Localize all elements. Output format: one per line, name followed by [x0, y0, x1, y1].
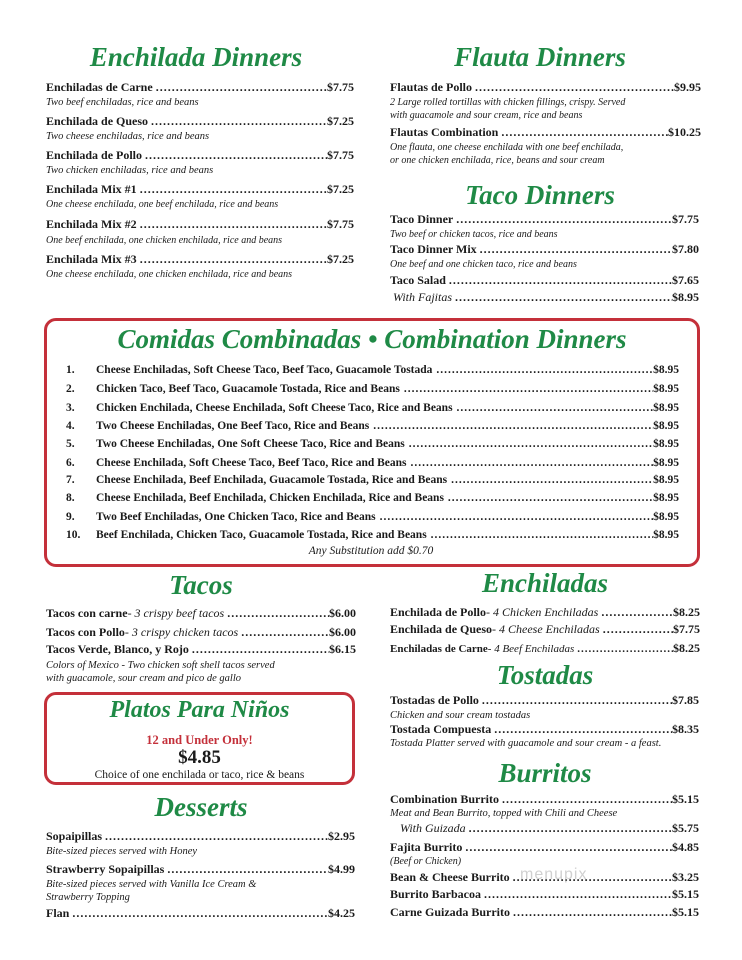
taco-dinners-item-2 [390, 242, 699, 257]
item-name: Enchiladas de Carne [46, 80, 153, 94]
combination-row-2 [66, 383, 679, 395]
item-name: Bean & Cheese Burrito [390, 870, 510, 884]
item-name: Sopaipillas [46, 829, 103, 843]
item-description: Two beef enchiladas, rice and beans [46, 97, 199, 108]
item-description: Two cheese enchiladas, rice and beans [46, 131, 210, 142]
item-subtitle: - 4 Cheese Enchiladas [492, 622, 600, 636]
item-description: Two beef or chicken tacos, rice and beans [390, 229, 558, 240]
enchilada-dinners-item-1 [46, 80, 354, 95]
enchilada-dinners-item-5 [46, 217, 354, 232]
enchilada-dinners-item-4 [46, 182, 354, 197]
enchiladas-item-1 [390, 605, 700, 620]
flauta-dinners-item-1 [390, 80, 701, 95]
item-price: $5.15 [672, 792, 699, 806]
item-price: $7.75 [327, 148, 354, 162]
watermark: menupix [520, 866, 588, 883]
item-description: Bite-sized pieces served with Honey [46, 846, 198, 857]
item-name: Tacos con Pollo [46, 625, 125, 639]
combo-text: Cheese Enchilada, Beef Enchilada, Guacamole Tostada, Rice and Beans [96, 474, 448, 486]
burritos-item-3 [390, 840, 699, 855]
ninos-age-limit: 12 and Under Only! [146, 733, 253, 747]
substitution-note: Any Substitution add $0.70 [308, 545, 434, 557]
item-price: $5.75 [672, 821, 699, 835]
item-description: Colors of Mexico - Two chicken soft shell tacos served [46, 660, 275, 671]
item-name: Flautas Combination [390, 125, 499, 139]
combo-price: $8.95 [653, 420, 679, 432]
item-price: $7.80 [672, 242, 699, 256]
item-description: (Beef or Chicken) [390, 856, 462, 867]
item-name: Enchilada Mix #1 [46, 182, 137, 196]
tostadas-title: Tostadas [496, 660, 594, 690]
item-price: $8.35 [672, 722, 699, 736]
item-name: Enchilada Mix #3 [46, 252, 137, 266]
item-name: Strawberry Sopaipillas [46, 862, 165, 876]
combination-dinners-title: Comidas Combinadas • Combination Dinners [117, 324, 627, 354]
combo-price: $8.95 [653, 474, 679, 486]
enchiladas-title: Enchiladas [481, 568, 609, 598]
item-price: $8.25 [673, 641, 700, 655]
enchiladas-item-2 [390, 622, 700, 637]
item-name: Taco Dinner Mix [390, 242, 477, 256]
item-price: $2.95 [328, 829, 355, 843]
item-description: Strawberry Topping [46, 892, 130, 903]
burritos-item-6 [390, 905, 699, 920]
combo-text: Two Cheese Enchiladas, One Soft Cheese Taco, Rice and Beans [96, 438, 405, 450]
combination-row-4 [66, 420, 679, 432]
item-price: $6.15 [329, 642, 356, 656]
combo-number: 6. [66, 457, 75, 469]
combo-number: 4. [66, 420, 75, 432]
tacos-item-1 [46, 606, 356, 621]
item-name: Enchilada de Queso [46, 114, 149, 128]
enchilada-dinners-item-2 [46, 114, 354, 129]
combo-number: 5. [66, 438, 75, 450]
item-price: $3.25 [672, 870, 699, 884]
combination-row-9 [66, 511, 679, 523]
flauta-dinners-title: Flauta Dinners [454, 42, 626, 72]
enchilada-dinners-item-3 [46, 148, 354, 163]
combo-price: $8.95 [653, 529, 679, 541]
item-name: Combination Burrito [390, 792, 500, 806]
combo-text: Chicken Taco, Beef Taco, Guacamole Tostada, Rice and Beans [96, 383, 400, 395]
taco-dinners-item-1 [390, 212, 699, 227]
item-description: 2 Large rolled tortillas with chicken fillings, crispy. Served [390, 97, 626, 108]
item-price: $8.95 [672, 290, 699, 304]
ninos-price: $4.85 [178, 747, 221, 768]
item-price: $10.25 [668, 125, 701, 139]
desserts-item-1 [46, 829, 355, 844]
item-name: Tacos Verde, Blanco, y Rojo [46, 642, 189, 656]
item-name: Flan [46, 906, 70, 920]
taco-dinners-item-4 [393, 290, 699, 305]
item-name: Enchilada de Queso [390, 622, 493, 636]
item-price: $4.99 [328, 862, 355, 876]
item-description: with guacamole, sour cream and pico de gallo [46, 673, 242, 684]
item-subtitle: - 3 crispy beef tacos [127, 606, 225, 620]
ninos-title: Platos Para Niños [109, 697, 290, 723]
item-name: Enchiladas de Carne [390, 643, 488, 655]
item-subtitle: - 4 Chicken Enchiladas [486, 605, 599, 619]
combination-row-6 [66, 457, 679, 469]
burritos-item-2 [400, 821, 699, 836]
tacos-item-2 [46, 625, 356, 640]
combo-text: Cheese Enchilada, Beef Enchilada, Chicken Enchilada, Rice and Beans [96, 492, 444, 504]
item-price: $7.75 [672, 212, 699, 226]
combo-number: 7. [66, 474, 75, 486]
item-name: With Guizada [400, 821, 466, 835]
combo-price: $8.95 [653, 438, 679, 450]
combo-text: Cheese Enchiladas, Soft Cheese Taco, Beef Taco, Guacamole Tostada [96, 364, 433, 376]
tostadas-item-1 [390, 693, 699, 708]
combo-price: $8.95 [653, 383, 679, 395]
item-description: Bite-sized pieces served with Vanilla Ice Cream & [46, 879, 257, 890]
item-price: $7.25 [327, 114, 354, 128]
item-name: Burrito Barbacoa [390, 887, 481, 901]
item-price: $7.75 [327, 217, 354, 231]
item-name: Tostadas de Pollo [390, 693, 479, 707]
burritos-item-5 [390, 887, 699, 902]
item-name: Fajita Burrito [390, 840, 463, 854]
item-name: Enchilada de Pollo [390, 605, 487, 619]
item-name: Tostada Compuesta [390, 722, 492, 736]
item-price: $7.75 [327, 80, 354, 94]
item-price: $7.85 [672, 693, 699, 707]
item-description: One cheese enchilada, one chicken enchilada, rice and beans [46, 269, 293, 280]
item-price: $7.25 [327, 182, 354, 196]
tostadas-item-2 [390, 722, 699, 737]
item-name: Tacos con carne [46, 606, 128, 620]
combo-price: $8.95 [653, 511, 679, 523]
desserts-item-3 [46, 906, 355, 921]
item-description: One cheese enchilada, one beef enchilada, rice and beans [46, 199, 279, 210]
desserts-title: Desserts [154, 792, 248, 822]
enchilada-dinners-title: Enchilada Dinners [89, 42, 303, 72]
combo-number: 3. [66, 402, 75, 414]
item-price: $4.85 [672, 840, 699, 854]
item-name: With Fajitas [393, 290, 453, 304]
enchiladas-item-3 [390, 641, 700, 656]
combo-text: Two Beef Enchiladas, One Chicken Taco, Rice and Beans [96, 511, 376, 523]
combo-number: 8. [66, 492, 75, 504]
combo-number: 9. [66, 511, 75, 523]
combo-text: Two Cheese Enchiladas, One Beef Taco, Rice and Beans [96, 420, 370, 432]
combo-text: Chicken Enchilada, Cheese Enchilada, Soft Cheese Taco, Rice and Beans [96, 402, 453, 414]
combination-row-8 [66, 492, 679, 504]
combination-row-3 [66, 402, 679, 414]
burritos-item-1 [390, 792, 699, 807]
item-description: Meat and Bean Burrito, topped with Chili and Cheese [390, 808, 618, 819]
combination-row-5 [66, 438, 679, 450]
combination-row-7 [66, 474, 679, 486]
combination-row-1 [66, 364, 679, 376]
tacos-item-3 [46, 642, 356, 657]
desserts-item-2 [46, 862, 355, 877]
enchilada-dinners-item-6 [46, 252, 354, 267]
combo-number: 10. [66, 529, 81, 541]
item-price: $5.15 [672, 905, 699, 919]
item-description: Chicken and sour cream tostadas [390, 710, 531, 721]
item-description: One beef enchilada, one chicken enchilada, rice and beans [46, 235, 283, 246]
item-price: $8.25 [673, 605, 700, 619]
combo-text: Cheese Enchilada, Soft Cheese Taco, Beef Taco, Rice and Beans [96, 457, 407, 469]
item-description: One beef and one chicken taco, rice and beans [390, 259, 577, 270]
combo-price: $8.95 [653, 457, 679, 469]
item-price: $4.25 [328, 906, 355, 920]
combination-row-10 [66, 529, 679, 541]
item-name: Flautas de Pollo [390, 80, 473, 94]
combo-number: 2. [66, 383, 75, 395]
item-description: with guacamole and sour cream, rice and beans [390, 110, 583, 121]
taco-dinners-item-3 [390, 273, 699, 288]
item-subtitle: - 4 Beef Enchiladas [487, 643, 575, 655]
item-name: Carne Guizada Burrito [390, 905, 510, 919]
burritos-title: Burritos [498, 758, 592, 788]
item-price: $9.95 [674, 80, 701, 94]
combo-price: $8.95 [653, 402, 679, 414]
item-name: Enchilada Mix #2 [46, 217, 137, 231]
combo-number: 1. [66, 364, 75, 376]
item-description: One flauta, one cheese enchilada with one beef enchilada, [390, 142, 624, 153]
item-description: Tostada Platter served with guacamole and sour cream - a feast. [390, 738, 662, 749]
ninos-description: Choice of one enchilada or taco, rice & beans [94, 769, 305, 781]
item-price: $7.25 [327, 252, 354, 266]
flauta-dinners-item-2 [390, 125, 701, 140]
tacos-title: Tacos [169, 570, 233, 600]
item-description: or one chicken enchilada, rice, beans and sour cream [390, 155, 605, 166]
item-subtitle: - 3 crispy chicken tacos [124, 625, 239, 639]
item-price: $6.00 [329, 606, 356, 620]
taco-dinners-title: Taco Dinners [465, 180, 615, 210]
item-name: Enchilada de Pollo [46, 148, 143, 162]
combo-text: Beef Enchilada, Chicken Taco, Guacamole Tostada, Rice and Beans [96, 529, 427, 541]
item-price: $7.75 [673, 622, 700, 636]
combo-price: $8.95 [653, 364, 679, 376]
item-description: Two chicken enchiladas, rice and beans [46, 165, 214, 176]
combo-price: $8.95 [653, 492, 679, 504]
item-price: $7.65 [672, 273, 699, 287]
item-price: $6.00 [329, 625, 356, 639]
item-name: Taco Salad [390, 273, 446, 287]
item-name: Taco Dinner [390, 212, 454, 226]
item-price: $5.15 [672, 887, 699, 901]
